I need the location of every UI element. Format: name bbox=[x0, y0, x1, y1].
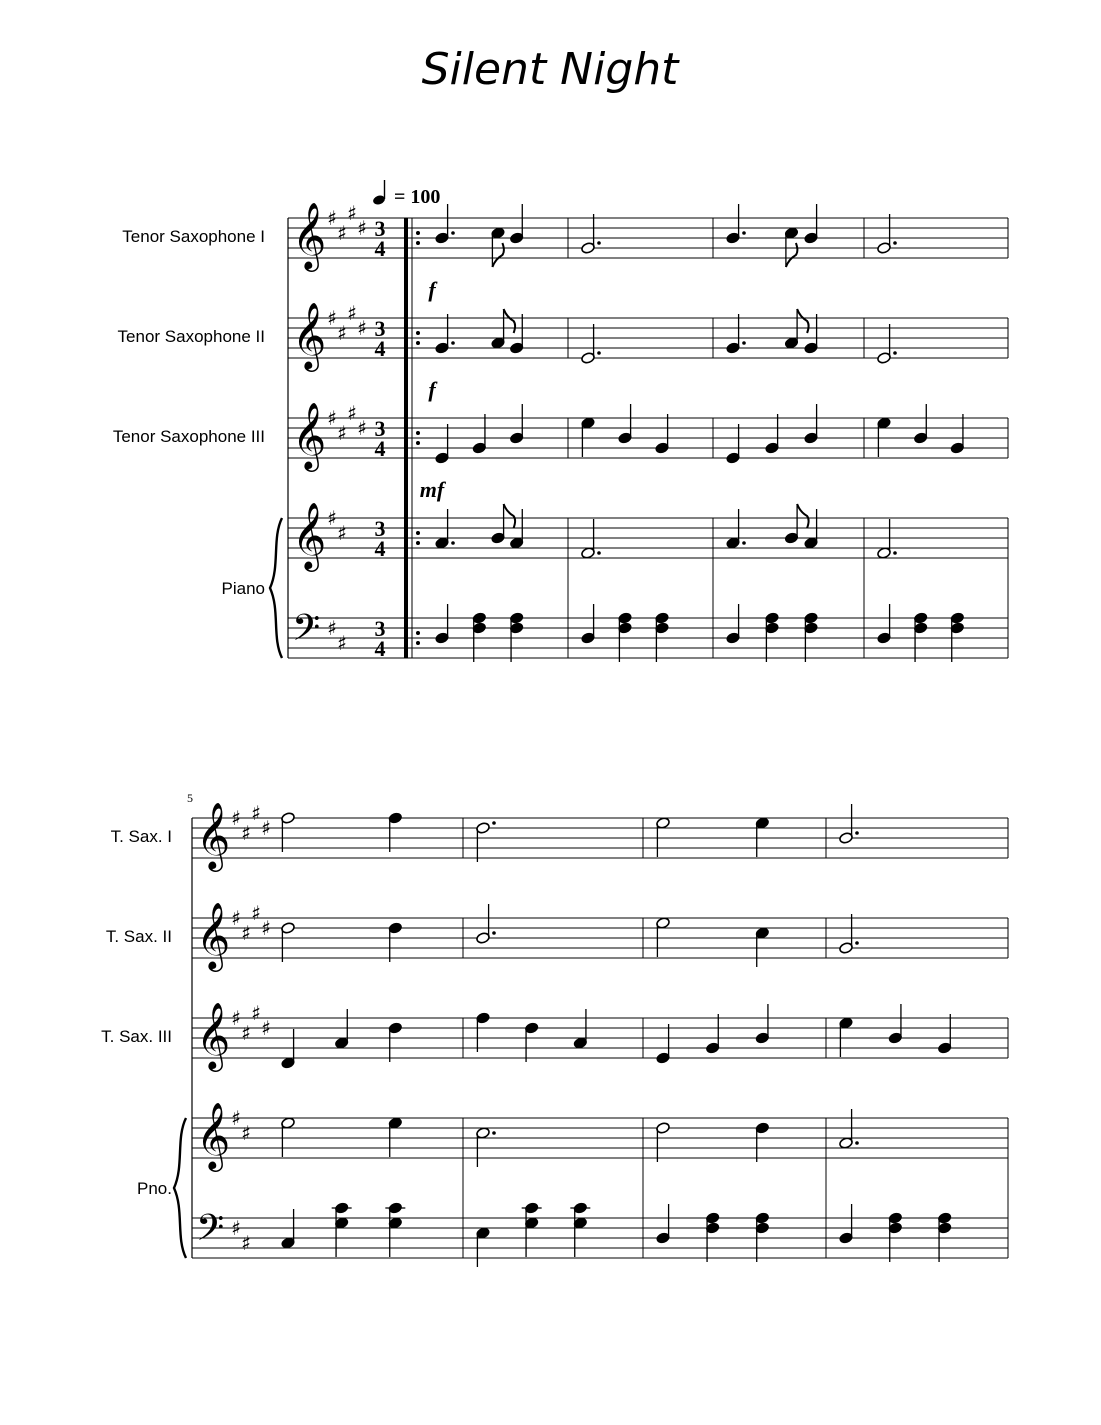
part-name: Piano bbox=[221, 579, 265, 598]
staff-tsax2 bbox=[288, 301, 1008, 372]
measure-2-tsax3 bbox=[581, 404, 670, 457]
key-signature-sharp-icon: ♯ bbox=[251, 901, 261, 925]
key-signature-sharp-icon: ♯ bbox=[241, 821, 251, 845]
key-signature-sharp-icon: ♯ bbox=[347, 201, 357, 225]
repeat-dot bbox=[416, 631, 420, 635]
measure-4-tsax3 bbox=[877, 404, 965, 457]
measure-3-tsax3 bbox=[726, 404, 819, 464]
key-signature-sharp-icon: ♯ bbox=[327, 406, 337, 430]
dynamic-marking: f bbox=[428, 277, 436, 302]
repeat-thick-barline bbox=[404, 218, 408, 658]
augmentation-dot bbox=[855, 831, 859, 835]
augmentation-dot bbox=[492, 931, 496, 935]
measure-2-piano_rh bbox=[581, 519, 601, 559]
repeat-dot bbox=[416, 441, 420, 445]
note-flag bbox=[797, 504, 809, 528]
measure-1-piano_lh bbox=[435, 604, 524, 662]
key-signature-sharp-icon: ♯ bbox=[261, 916, 271, 940]
repeat-dot bbox=[416, 431, 420, 435]
measure-1-tsax2 bbox=[435, 309, 524, 354]
time-signature-numerator: 3 bbox=[374, 216, 386, 241]
augmentation-dot bbox=[893, 241, 897, 245]
measure-4-piano_rh bbox=[877, 519, 897, 559]
treble-clef-icon: 𝄞 bbox=[292, 201, 327, 269]
measure-6-piano_rh bbox=[476, 1127, 496, 1167]
time-signature-denominator: 4 bbox=[374, 636, 386, 661]
augmentation-dot bbox=[742, 231, 746, 235]
treble-clef-icon: 𝄞 bbox=[196, 1001, 231, 1069]
augmentation-dot bbox=[597, 241, 601, 245]
key-signature-sharp-icon: ♯ bbox=[251, 801, 261, 825]
key-signature-sharp-icon: ♯ bbox=[251, 1001, 261, 1025]
time-signature-denominator: 4 bbox=[374, 336, 386, 361]
measure-3-piano_rh bbox=[726, 504, 819, 549]
measure-2-piano_lh bbox=[581, 604, 670, 662]
augmentation-dot bbox=[855, 941, 859, 945]
key-signature-sharp-icon: ♯ bbox=[347, 401, 357, 425]
system-2 bbox=[101, 801, 1008, 1267]
key-signature-sharp-icon: ♯ bbox=[337, 631, 347, 655]
part-name: T. Sax. I bbox=[110, 827, 172, 846]
augmentation-dot bbox=[451, 541, 455, 545]
repeat-dot bbox=[416, 641, 420, 645]
key-signature-sharp-icon: ♯ bbox=[357, 416, 367, 440]
staff-tsax1 bbox=[288, 201, 1008, 272]
part-name: Tenor Saxophone I bbox=[122, 227, 265, 246]
key-signature-sharp-icon: ♯ bbox=[261, 1016, 271, 1040]
staff-piano_rh bbox=[192, 1101, 1008, 1172]
staff-tsax1 bbox=[192, 801, 1008, 872]
key-signature-sharp-icon: ♯ bbox=[241, 921, 251, 945]
augmentation-dot bbox=[597, 551, 601, 555]
note-flag bbox=[492, 243, 504, 267]
measure-8-piano_rh bbox=[839, 1109, 859, 1149]
augmentation-dot bbox=[742, 341, 746, 345]
augmentation-dot bbox=[893, 351, 897, 355]
treble-clef-icon: 𝄞 bbox=[292, 401, 327, 469]
key-signature-sharp-icon: ♯ bbox=[261, 816, 271, 840]
part-name: Tenor Saxophone II bbox=[117, 327, 265, 346]
augmentation-dot bbox=[492, 1131, 496, 1135]
treble-clef-icon: 𝄞 bbox=[196, 801, 231, 869]
staff-piano_lh bbox=[192, 1207, 1008, 1258]
note-flag bbox=[786, 243, 798, 267]
repeat-dot bbox=[416, 341, 420, 345]
note-flag bbox=[797, 309, 809, 333]
system-1 bbox=[113, 201, 1008, 662]
augmentation-dot bbox=[893, 551, 897, 555]
key-signature-sharp-icon: ♯ bbox=[357, 316, 367, 340]
time-signature-numerator: 3 bbox=[374, 516, 386, 541]
measure-5-piano_lh bbox=[281, 1202, 406, 1257]
time-signature-denominator: 4 bbox=[374, 536, 386, 561]
part-name: Tenor Saxophone III bbox=[112, 427, 265, 446]
piano-brace bbox=[270, 518, 282, 658]
time-signature-denominator: 4 bbox=[374, 236, 386, 261]
measure-1-piano_rh bbox=[435, 504, 524, 549]
key-signature-sharp-icon: ♯ bbox=[241, 1231, 251, 1255]
measure-3-piano_lh bbox=[726, 604, 819, 662]
measure-8-tsax3 bbox=[839, 1004, 952, 1057]
key-signature-sharp-icon: ♯ bbox=[231, 1106, 241, 1130]
score-title: Silent Night bbox=[421, 44, 679, 95]
staff-tsax3 bbox=[192, 1001, 1008, 1072]
note-flag bbox=[504, 309, 515, 333]
augmentation-dot bbox=[597, 351, 601, 355]
repeat-dot bbox=[416, 241, 420, 245]
treble-clef-icon: 𝄞 bbox=[196, 901, 231, 969]
key-signature-sharp-icon: ♯ bbox=[337, 221, 347, 245]
part-name: T. Sax. III bbox=[101, 1027, 172, 1046]
measure-number: 5 bbox=[187, 791, 193, 805]
part-name: T. Sax. II bbox=[105, 927, 172, 946]
tempo-marking bbox=[372, 180, 441, 208]
treble-clef-icon: 𝄞 bbox=[292, 501, 327, 569]
augmentation-dot bbox=[742, 541, 746, 545]
part-name: Pno. bbox=[137, 1179, 172, 1198]
key-signature-sharp-icon: ♯ bbox=[231, 1216, 241, 1240]
staff-tsax2 bbox=[192, 901, 1008, 972]
augmentation-dot bbox=[855, 1141, 859, 1145]
measure-7-tsax3 bbox=[656, 1004, 770, 1064]
time-signature-denominator: 4 bbox=[374, 436, 386, 461]
measure-7-tsax2 bbox=[656, 917, 770, 967]
tempo-bpm: = 100 bbox=[394, 186, 441, 208]
measure-6-tsax1 bbox=[476, 821, 496, 862]
key-signature-sharp-icon: ♯ bbox=[327, 616, 337, 640]
time-signature-numerator: 3 bbox=[374, 316, 386, 341]
key-signature-sharp-icon: ♯ bbox=[241, 1121, 251, 1145]
measure-4-piano_lh bbox=[877, 604, 965, 662]
dynamic-marking: f bbox=[428, 377, 436, 402]
measure-8-piano_lh bbox=[839, 1204, 952, 1262]
augmentation-dot bbox=[492, 821, 496, 825]
measure-3-tsax2 bbox=[726, 309, 819, 354]
key-signature-sharp-icon: ♯ bbox=[327, 506, 337, 530]
note-flag bbox=[504, 504, 515, 528]
key-signature-sharp-icon: ♯ bbox=[337, 421, 347, 445]
treble-clef-icon: 𝄞 bbox=[292, 301, 327, 369]
key-signature-sharp-icon: ♯ bbox=[231, 906, 241, 930]
time-signature-numerator: 3 bbox=[374, 416, 386, 441]
key-signature-sharp-icon: ♯ bbox=[231, 1006, 241, 1030]
time-signature-numerator: 3 bbox=[374, 616, 386, 641]
repeat-dot bbox=[416, 541, 420, 545]
dynamic-marking: mf bbox=[419, 477, 445, 502]
augmentation-dot bbox=[451, 341, 455, 345]
staff-piano_rh bbox=[288, 501, 1008, 572]
augmentation-dot bbox=[451, 231, 455, 235]
key-signature-sharp-icon: ♯ bbox=[357, 216, 367, 240]
key-signature-sharp-icon: ♯ bbox=[337, 321, 347, 345]
measure-6-piano_lh bbox=[476, 1202, 591, 1267]
piano-brace bbox=[174, 1118, 186, 1258]
key-signature-sharp-icon: ♯ bbox=[231, 806, 241, 830]
measure-6-tsax3 bbox=[476, 1009, 588, 1062]
key-signature-sharp-icon: ♯ bbox=[327, 206, 337, 230]
bass-clef-icon: 𝄢 bbox=[196, 1207, 225, 1258]
treble-clef-icon: 𝄞 bbox=[196, 1101, 231, 1169]
bass-clef-icon: 𝄢 bbox=[292, 607, 321, 658]
measure-7-tsax1 bbox=[656, 817, 770, 857]
repeat-dot bbox=[416, 331, 420, 335]
measure-7-piano_lh bbox=[656, 1204, 770, 1262]
repeat-dot bbox=[416, 231, 420, 235]
staff-tsax3 bbox=[288, 401, 1008, 472]
key-signature-sharp-icon: ♯ bbox=[347, 301, 357, 325]
key-signature-sharp-icon: ♯ bbox=[241, 1021, 251, 1045]
repeat-dot bbox=[416, 531, 420, 535]
key-signature-sharp-icon: ♯ bbox=[337, 521, 347, 545]
measure-5-piano_rh bbox=[281, 1117, 403, 1157]
key-signature-sharp-icon: ♯ bbox=[327, 306, 337, 330]
staff-piano_lh bbox=[288, 607, 1008, 661]
measure-1-tsax3 bbox=[435, 404, 524, 464]
